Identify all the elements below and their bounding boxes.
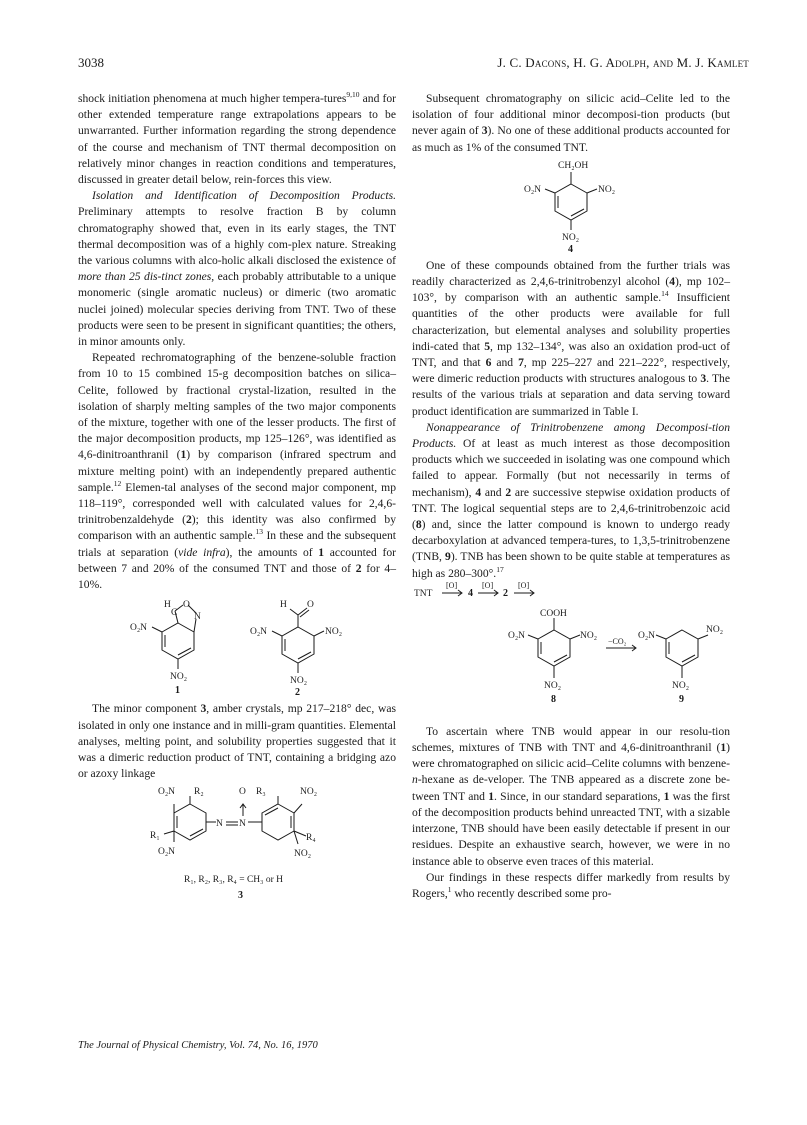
nitro-label: O₂N — [130, 623, 148, 634]
atom-label: H — [164, 600, 171, 611]
scheme-c2: 2 — [503, 587, 508, 599]
substituent-label: R₃ — [256, 787, 266, 798]
substituent-label: R₂ — [194, 787, 204, 798]
scheme-ox: [O] — [518, 581, 530, 590]
structure-2 — [272, 608, 324, 673]
nitro-label: NO₂ — [300, 787, 318, 798]
nitro-label: O₂N — [250, 627, 268, 638]
atom-label: N — [239, 819, 246, 830]
scheme-c4: 4 — [468, 587, 473, 599]
nitro-label: O₂N — [158, 847, 176, 858]
structure-4 — [545, 172, 597, 230]
nitro-label: NO₂ — [290, 676, 308, 687]
nitro-label: NO₂ — [598, 184, 616, 195]
nitro-label: NO₂ — [294, 849, 312, 860]
atom-label: N — [194, 612, 201, 623]
substituent-label: COOH — [540, 608, 567, 619]
atom-label: O — [307, 600, 314, 611]
right-column — [412, 91, 730, 902]
left-column — [78, 91, 396, 910]
paragraph: Isolation and Identification of Decomposition Products. Preliminary attempts to resolve fraction B by column chromatography showed that, even in its early stages, the TNT thermal decomposition was of a highly com-plex nature. Streaking the various columns with alco-holic alkali disclosed the existence of more than 25 dis-tinct zones, each probably attributable to a unique monomeric (single aromatic nucleus) or dimeric (two aromatic nuclei joined) molecular species deriving from TNT. Two of these products were seen to be present in significant quantities; the others, in minor amounts only. — [78, 189, 396, 349]
scheme-tnt: TNT — [414, 588, 433, 599]
compound-label: 1 — [175, 685, 180, 697]
journal-footer: The Journal of Physical Chemistry, Vol. 74, No. 16, 1970 — [78, 1040, 318, 1051]
substituent-label: R₄ — [306, 833, 316, 844]
structure-4-block — [412, 156, 730, 258]
paragraph: Nonappearance of Trinitrobenzene among Decomposi-tion Products. Of at least as much interest as those decomposition products which we succeeded in isolating was one compound which failed to appear. Formally (but not necessarily in terms of mechanism), 4 and 2 are successive stepwise oxidation products of TNT. The logical sequential steps are to 2,4,6-trinitrobenzoic acid (8) and, since the latter compound is known to undergo ready decarboxylation at advanced tempera-tures, to 1,3,5-trinitrobenzene (TNB, 9). TNB has been shown to be quite stable at temperatures as high as 280–300°.$^{17}$ — [412, 420, 730, 580]
structure-9 — [656, 630, 708, 678]
substituent-label: CH₂OH — [558, 160, 589, 171]
structure-3 — [164, 796, 306, 844]
compound-label: 9 — [679, 693, 684, 705]
substituent-label: R₁ — [150, 831, 160, 842]
nitro-label: NO₂ — [580, 630, 598, 641]
nitro-label: O₂N — [638, 630, 656, 641]
paragraph: shock initiation phenomena at much higher tempera-tures$^{9,10}$ and for other extended temperature range extrapolations appears to be unwarranted. Further information regarding the strong dependence of the course and mechanism of TNT thermal decomposition on relatively minor changes in reaction conditions and temperatures, discussed in greater detail below, rein-forces this view. — [78, 90, 397, 187]
nitro-label: NO₂ — [544, 680, 562, 691]
structures-1-2 — [78, 593, 396, 701]
nitro-label: NO₂ — [672, 680, 690, 691]
compound-label: 8 — [551, 693, 556, 705]
scheme-ox: [O] — [446, 581, 458, 590]
nitro-label: NO₂ — [170, 672, 188, 683]
section-heading: Nonappearance of Trinitrobenzene among Decomposi-tion Products. — [412, 420, 730, 451]
nitro-label: NO₂ — [325, 627, 343, 638]
section-heading: Isolation and Identification of Decomposition Products. — [92, 189, 396, 203]
structure-caption: R₁, R₂, R₃, R₄ = CH₃ or H — [184, 875, 283, 886]
running-head: J. C. Dacons, H. G. Adolph, and M. J. Kamlet — [497, 55, 749, 70]
paragraph: The minor component 3, amber crystals, mp 217–218° dec, was isolated in only one instance and in milli-gram quantities. Elemental analyses, melting point, and solubility properties suggested that it was a dimeric reduction product of TNT, containing a bridging azo or azoxy linkage — [78, 702, 396, 781]
structure-8 — [528, 618, 580, 678]
paragraph: To ascertain where TNB would appear in our resolu-tion schemes, mixtures of TNB with TNT and 4,6-dinitroanthranil (1) were chromatographed on silicic acid–Celite columns with benzene-n-hexane as de-veloper. The TNB appeared as a discrete zone be-tween TNT and 1. Since, in our standard separations, 1 was the first of the decomposition products behind unreacted TNT, with a sizable interzone, TNB should have been easily detectable if present in our residues. Despite an exhaustive search, however, we were in no instance able to observe even traces of this material. — [412, 724, 730, 868]
paragraph: Our findings in these respects differ markedly from results by Rogers,$^1$ who recently described some pro- — [412, 870, 730, 900]
compound-label: 2 — [295, 687, 300, 699]
reaction-scheme — [412, 582, 730, 724]
paragraph: Repeated rechromatographing of the benzene-soluble fraction from 10 to 15 combined 15-g decomposition batches on silica–Celite, followed by fractional crystal-lization, resulted in the isolation of sharply melting samples of the two major components of the mixture, together with one of the lesser products. The first of the major decomposition products, mp 125–126°, was identified as 4,6-dinitroanthranil (1) by comparison (infrared spectrum and mixture melting point) with an independently prepared authentic sample.$^{12}$ Elemen-tal analyses of the second major component, mp 118–119°, corresponded well with calculated values for 2,4,6-trinitrobenzaldehyde (2); this identity was also confirmed by comparison with an authentic sample.$^{13}$ In these and the subsequent trials at separation (vide infra), the amounts of 1 accounted for between 7 and 20% of the consumed TNT and those of 2 for 4–10%. — [78, 351, 397, 592]
nitro-label: O₂N — [524, 184, 542, 195]
nitro-label: NO₂ — [706, 624, 724, 635]
atom-label: N — [216, 819, 223, 830]
atom-label: O — [183, 600, 190, 611]
page-number: 3038 — [78, 55, 104, 70]
atom-label: C — [171, 608, 178, 619]
atom-label: O — [239, 787, 246, 798]
paragraph: Subsequent chromatography on silicic acid–Celite led to the isolation of four additional minor decomposi-tion products (but never again of 3). No one of these additional products accounted for as much as 1% of the consumed TNT. — [412, 92, 730, 154]
nitro-label: NO₂ — [562, 232, 580, 243]
paragraph: One of these compounds obtained from the further trials was readily characterized as 2,4,6-trinitrobenzyl alcohol (4), mp 102–103°, by comparison with an authentic sample.$^{14}$ Insufficient quantities of the other products were available for full characterization, but elemental analyses and solubility properties indi-cated that 5, mp 132–134°, was also an oxidation prod-uct of TNT, and that 6 and 7, mp 225–227 and 221–222°, respectively, were dimeric reduction products with structures analogous to 3. The results of the various trials at separation and data serving toward product identification are summarized in Table I. — [412, 258, 730, 418]
compound-label: 3 — [238, 890, 243, 902]
compound-label: 4 — [568, 243, 573, 255]
atom-label: H — [280, 600, 287, 611]
structure-3-block — [78, 782, 396, 910]
scheme-ox: [O] — [482, 581, 494, 590]
nitro-label: O₂N — [158, 787, 176, 798]
nitro-label: O₂N — [508, 630, 526, 641]
co2-loss: −CO₂ — [608, 636, 627, 646]
